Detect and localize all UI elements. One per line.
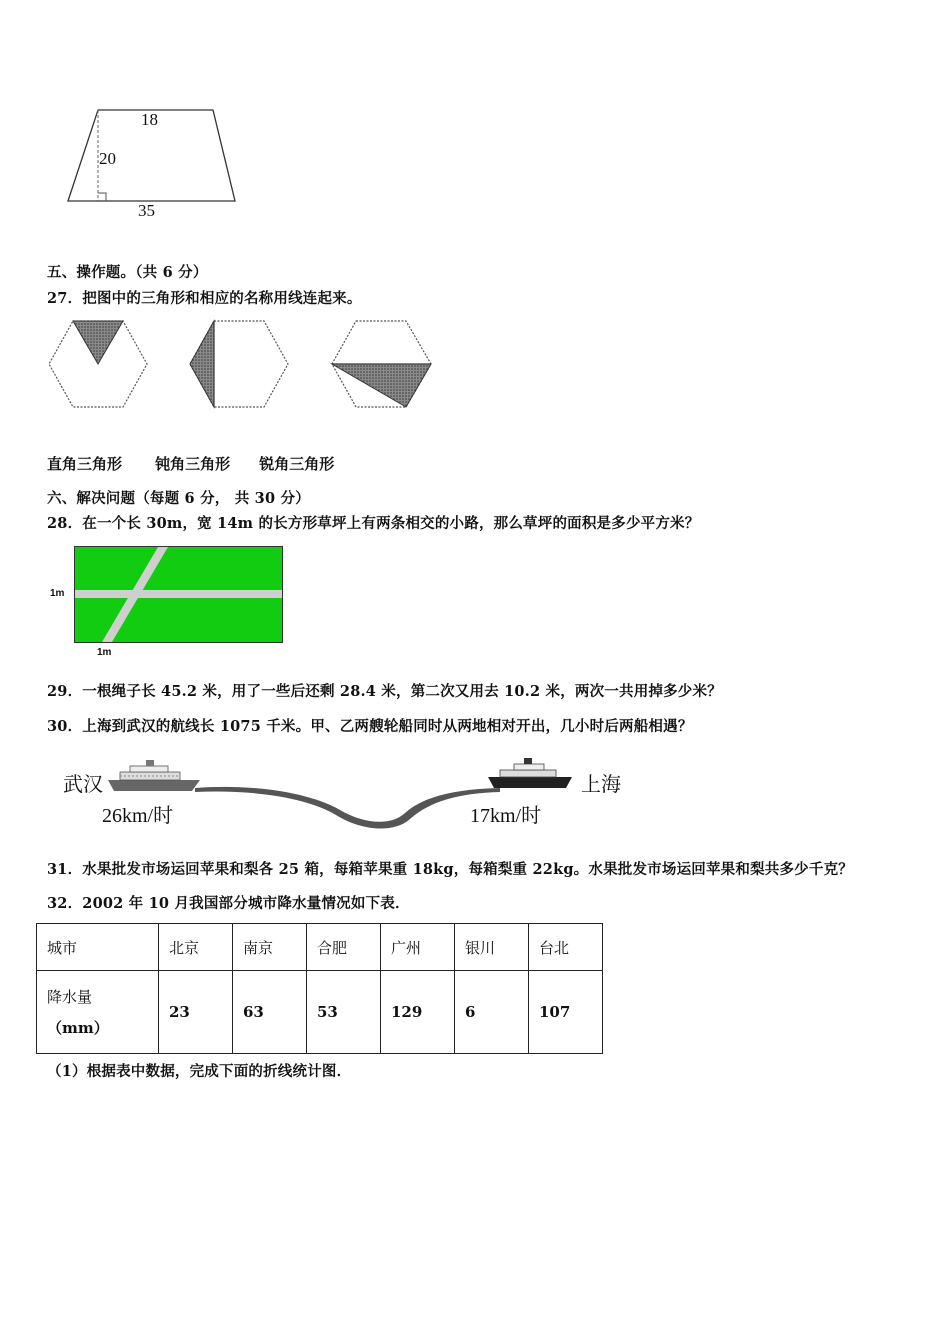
table-value: 6 — [455, 971, 529, 1054]
ship-shanghai — [488, 758, 572, 788]
table-value: 23 — [159, 971, 233, 1054]
table-header-row — [37, 924, 603, 971]
table-city: 北京 — [159, 924, 233, 971]
table-city: 台北 — [529, 924, 603, 971]
q32-text: 32．2002 年 10 月我国部分城市降水量情况如下表． — [47, 895, 410, 912]
q27-text: 27．把图中的三角形和相应的名称用线连起来。 — [47, 290, 362, 307]
lawn-label-bottom: 1m — [97, 647, 112, 658]
q31-text: 31．水果批发市场运回苹果和梨各 25 箱，每箱苹果重 18kg，每箱梨重 22kg。水果批发市场运回苹果和梨共多少千克？ — [47, 861, 853, 878]
table-row-label — [37, 971, 159, 1054]
q30-text: 30．上海到武汉的航线长 1075 千米。甲、乙两艘轮船同时从两地相对开出，几小时后两船相遇？ — [47, 718, 693, 735]
q28-text: 28．在一个长 30m，宽 14m 的长方形草坪上有两条相交的小路，那么草坪的面积是多少平方米？ — [47, 515, 700, 532]
speed-shanghai: 17km/时 — [470, 805, 542, 827]
table-city: 合肥 — [307, 924, 381, 971]
table-header-label: 城市 — [37, 924, 159, 971]
trapezoid-bottom-label: 35 — [138, 201, 155, 220]
q29-text: 29．一根绳子长 45.2 米，用了一些后还剩 28.4 米，第二次又用去 10.2 米，两次一共用掉多少米？ — [47, 683, 722, 700]
rainfall-table — [36, 923, 603, 1054]
hexagon-2 — [190, 321, 288, 407]
section5-title: 五、操作题。（共 6 分） — [47, 264, 208, 281]
table-row-label-1: 降水量 — [47, 988, 93, 1006]
lawn-label-left: 1m — [50, 588, 65, 599]
table-city: 银川 — [455, 924, 529, 971]
lawn-figure — [74, 546, 284, 644]
trapezoid-height-label: 20 — [99, 149, 116, 168]
triangle-name-right: 直角三角形 — [47, 455, 123, 473]
hexagon-3 — [332, 321, 431, 407]
table-value: 129 — [381, 971, 455, 1054]
city-shanghai: 上海 — [581, 774, 621, 796]
speed-wuhan: 26km/时 — [102, 805, 174, 827]
hexagon-figures — [45, 314, 445, 414]
table-value-row — [37, 971, 603, 1054]
table-city: 广州 — [381, 924, 455, 971]
triangle-names — [47, 453, 334, 474]
table-city: 南京 — [233, 924, 307, 971]
triangle-name-obtuse: 钝角三角形 — [155, 455, 231, 473]
table-row-label-2: （mm） — [47, 1019, 109, 1037]
ship-wuhan — [108, 760, 200, 791]
city-wuhan: 武汉 — [63, 774, 103, 796]
section6-title: 六、解决问题（每题 6 分， 共 30 分） — [47, 490, 310, 507]
table-value: 63 — [233, 971, 307, 1054]
q32-sub1: （1）根据表中数据，完成下面的折线统计图． — [47, 1063, 352, 1080]
hexagon-1 — [49, 321, 147, 407]
triangle-name-acute: 锐角三角形 — [259, 455, 335, 473]
trapezoid-top-label: 18 — [141, 110, 158, 129]
table-value: 107 — [529, 971, 603, 1054]
table-value: 53 — [307, 971, 381, 1054]
